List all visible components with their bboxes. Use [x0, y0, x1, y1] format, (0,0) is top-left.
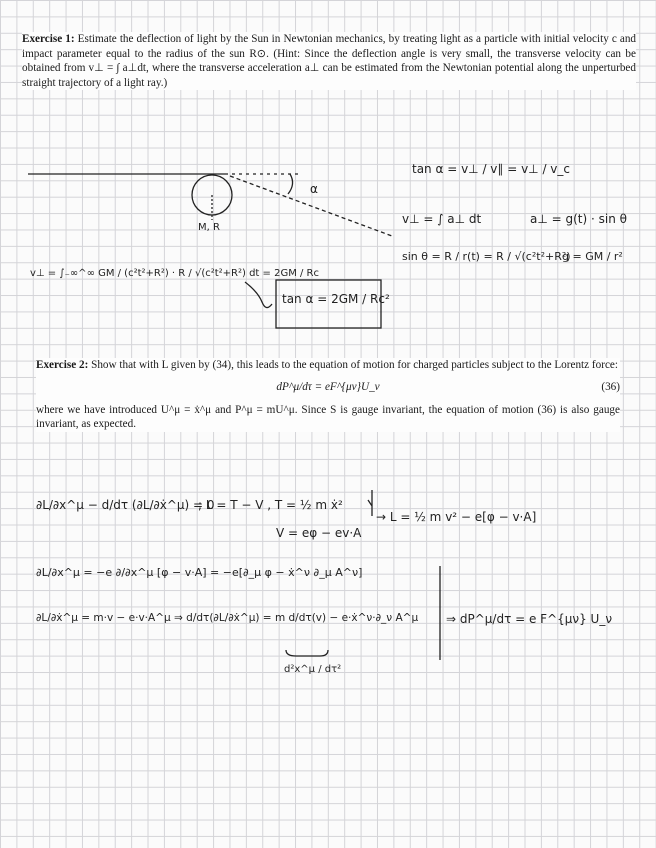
mass-radius-label: M, R [198, 222, 220, 233]
potential-eq: V = eφ − ev·A [276, 526, 362, 540]
tan-alpha-result: tan α = 2GM / Rc² [282, 292, 390, 306]
alpha-label: α [310, 182, 318, 196]
lagrangian-result: → L = ½ m v² − e[φ − v·A] [376, 510, 537, 524]
sin-theta-eq: sin θ = R / r(t) = R / √(c²t²+R²) [402, 250, 571, 263]
underbrace-label: d²x^μ / dτ² [284, 664, 342, 675]
lorentz-equation: dP^μ/dτ = eF^{μν}U_ν [276, 381, 380, 394]
g-def-eq: g = GM / r² [562, 250, 623, 263]
partial-x-eq: ∂L/∂x^μ = −e ∂/∂x^μ [φ − v·A] = −e[∂_μ φ − ẋ^ν ∂_μ A^ν] [36, 566, 363, 579]
brace-left [368, 490, 372, 516]
euler-lagrange-eq: ∂L/∂x^μ − d/dτ (∂L/∂ẋ^μ) = 0 [36, 498, 215, 512]
arrow-to-box [245, 282, 272, 308]
v-perp-full-integral: v⊥ = ∫₋∞^∞ GM / (c²t²+R²) · R / √(c²t²+R²) dt = 2GM / Rc [30, 268, 320, 279]
exercise-2-text-before: Show that with L given by (34), this leads to the equation of motion for charged particles subject to the Lorentz force: [91, 359, 619, 371]
exercise-1-text: Estimate the deflection of light by the Sun in Newtonian mechanics, by treating light as a particle with initial velocity c and impact parameter equal to the radius of the sun R⊙. (Hint: Since the deflection angle is very small, the transverse velocity can be obtained from v⊥ = ∫ a⊥dt, where the transverse acceleration a⊥ can be estimated from the Newtonian potential along the unperturbed straight trajectory of a light ray.) [22, 33, 637, 89]
angle-arc [288, 174, 293, 194]
tan-alpha-eq: tan α = v⊥ / v∥ = v⊥ / v_c [412, 162, 571, 176]
partial-v-eq: ∂L/∂ẋ^μ = m·v − e·v·A^μ ⇒ d/dτ(∂L/∂ẋ^μ) = m d/dτ(v) − e·ẋ^ν·∂_ν A^μ [36, 612, 419, 624]
v-perp-integral: v⊥ = ∫ a⊥ dt [402, 212, 482, 226]
exercise-2-block [36, 358, 620, 432]
exercise-2-text-after: where we have introduced U^μ = ẋ^μ and P^μ = mU^μ. Since S is gauge invariant, the equation of motion (36) is also gauge invariant, as expected. [36, 403, 620, 431]
lagrangian-def: ; L = T − V , T = ½ m ẋ² [198, 498, 343, 512]
exercise-2-label: Exercise 2: [36, 359, 89, 371]
a-perp-eq: a⊥ = g(t) · sin θ [530, 212, 627, 226]
equation-number: (36) [601, 381, 620, 394]
exercise-1-label: Exercise 1: [22, 33, 75, 45]
final-equation: ⇒ dP^μ/dτ = e F^{μν} U_ν [446, 612, 613, 626]
lorentz-equation-row [36, 373, 620, 403]
underbrace [286, 650, 328, 656]
